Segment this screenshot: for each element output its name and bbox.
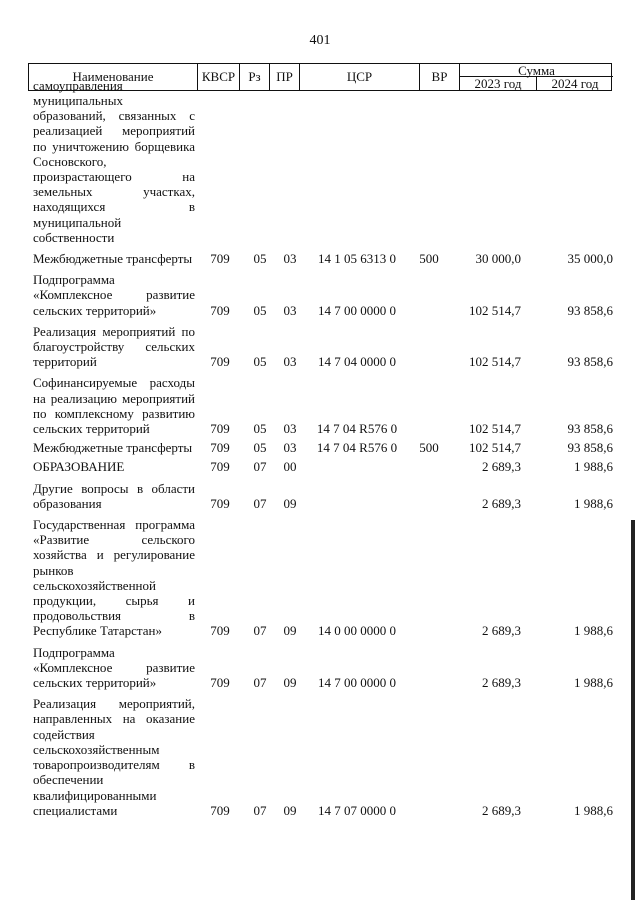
cell-rz: 07 [253,675,267,691]
row-name: Софинансируемые расходы на реализацию мероприятий по комплексному развитию сельских территорий [33,375,195,437]
row-name: Подпрограмма «Комплексное развитие сельских территорий» [33,272,195,318]
cell-pr: 03 [283,354,297,370]
header-name: Наименование [72,69,154,84]
cell-2023: 102 514,7 [469,302,521,318]
cell-2023: 30 000,0 [475,251,521,266]
cell-2024: 93 858,6 [567,421,613,437]
row-name: Межбюджетные трансферты [33,251,193,266]
cell-rz: 07 [253,459,267,475]
page-number: 401 [309,33,331,48]
cell-2023: 102 514,7 [469,421,521,437]
row-name: Реализация мероприятий по благоустройству сельских территорий [33,323,195,370]
cell-2023: 2 689,3 [482,623,521,639]
row-name: Государственная программа «Развитие сельского хозяйства и регулирование рынков сельскохозяйственной продукции, сырья и продовольствия в Республике Татарстан» [33,517,195,639]
cell-2024: 1 988,6 [574,675,613,691]
header-sum: Сумма [459,64,613,77]
header-kvsr: КВСР [197,64,239,90]
cell-csr: 14 7 04 R576 0 [316,440,398,456]
cell-csr: 14 7 07 0000 0 [318,802,396,818]
header-year-2023: 2023 год [459,77,536,91]
header-pr: ПР [269,64,299,90]
row-name: самоуправления муниципальных образований, связанных с реализацией мероприятий по уничтожению борщевика Сосновского, произрастающего на земельных участках, находящихся в муниципальной собственности [33,77,195,245]
cell-2023: 2 689,3 [482,675,521,691]
table-row [33,272,613,318]
table-row [33,481,613,511]
cell-kvsr: 709 [210,421,230,437]
header-rz: Рз [239,64,269,90]
cell-rz: 07 [253,802,267,818]
cell-pr: 09 [283,802,297,818]
cell-vr: 500 [419,440,439,456]
cell-rz: 07 [253,623,267,639]
cell-pr: 00 [283,459,297,475]
cell-pr: 09 [283,675,297,691]
table-row [33,375,613,436]
cell-kvsr: 709 [210,251,230,266]
cell-csr: 14 7 00 0000 0 [318,302,396,318]
page-edge-rule [631,520,635,900]
header-year-2024: 2024 год [536,77,613,91]
row-name: ОБРАЗОВАНИЕ [33,459,125,475]
table-row [33,459,613,474]
cell-2024: 93 858,6 [567,440,613,456]
table-row [33,324,613,370]
header-csr: ЦСР [299,64,419,90]
cell-rz: 05 [253,440,267,456]
cell-2024: 93 858,6 [567,302,613,318]
cell-pr: 03 [283,251,297,266]
cell-vr: 500 [419,251,439,266]
cell-pr: 03 [283,421,297,437]
table-row [33,645,613,691]
cell-csr: 14 7 04 0000 0 [318,354,396,370]
cell-2023: 102 514,7 [469,354,521,370]
cell-csr: 14 7 04 R576 0 [316,421,398,437]
row-name: Межбюджетные трансферты [33,440,193,456]
cell-pr: 03 [283,440,297,456]
row-name: Подпрограмма «Комплексное развитие сельских территорий» [33,644,195,691]
cell-2024: 1 988,6 [574,623,613,639]
cell-kvsr: 709 [210,354,230,370]
row-name: Другие вопросы в области образования [33,480,195,511]
table-row [33,517,613,639]
cell-2024: 1 988,6 [574,495,613,511]
cell-kvsr: 709 [210,459,230,475]
table-row [33,696,613,818]
cell-2024: 1 988,6 [574,802,613,818]
cell-pr: 03 [283,302,297,318]
cell-rz: 05 [253,302,267,318]
cell-csr: 14 7 00 0000 0 [318,675,396,691]
cell-kvsr: 709 [210,495,230,511]
cell-csr: 14 1 05 6313 0 [318,251,396,266]
cell-2024: 93 858,6 [567,354,613,370]
cell-2024: 35 000,0 [567,251,613,266]
cell-2023: 2 689,3 [482,495,521,511]
row-name: Реализация мероприятий, направленных на оказание содействия сельскохозяйственным товаропроизводителям в обеспечении квалифицированными специалистами [33,696,195,818]
cell-kvsr: 709 [210,440,230,456]
cell-kvsr: 709 [210,802,230,818]
table-row [33,440,613,455]
cell-rz: 05 [253,251,267,266]
table-row [33,251,613,266]
cell-2023: 2 689,3 [482,459,521,475]
cell-2023: 102 514,7 [469,440,521,456]
cell-kvsr: 709 [210,675,230,691]
cell-rz: 07 [253,495,267,511]
cell-kvsr: 709 [210,623,230,639]
cell-rz: 05 [253,354,267,370]
cell-csr: 14 0 00 0000 0 [318,623,396,639]
cell-pr: 09 [283,495,297,511]
cell-kvsr: 709 [210,302,230,318]
cell-2023: 2 689,3 [482,802,521,818]
cell-pr: 09 [283,623,297,639]
cell-2024: 1 988,6 [574,459,613,475]
header-vr: ВР [419,64,459,90]
cell-rz: 05 [253,421,267,437]
